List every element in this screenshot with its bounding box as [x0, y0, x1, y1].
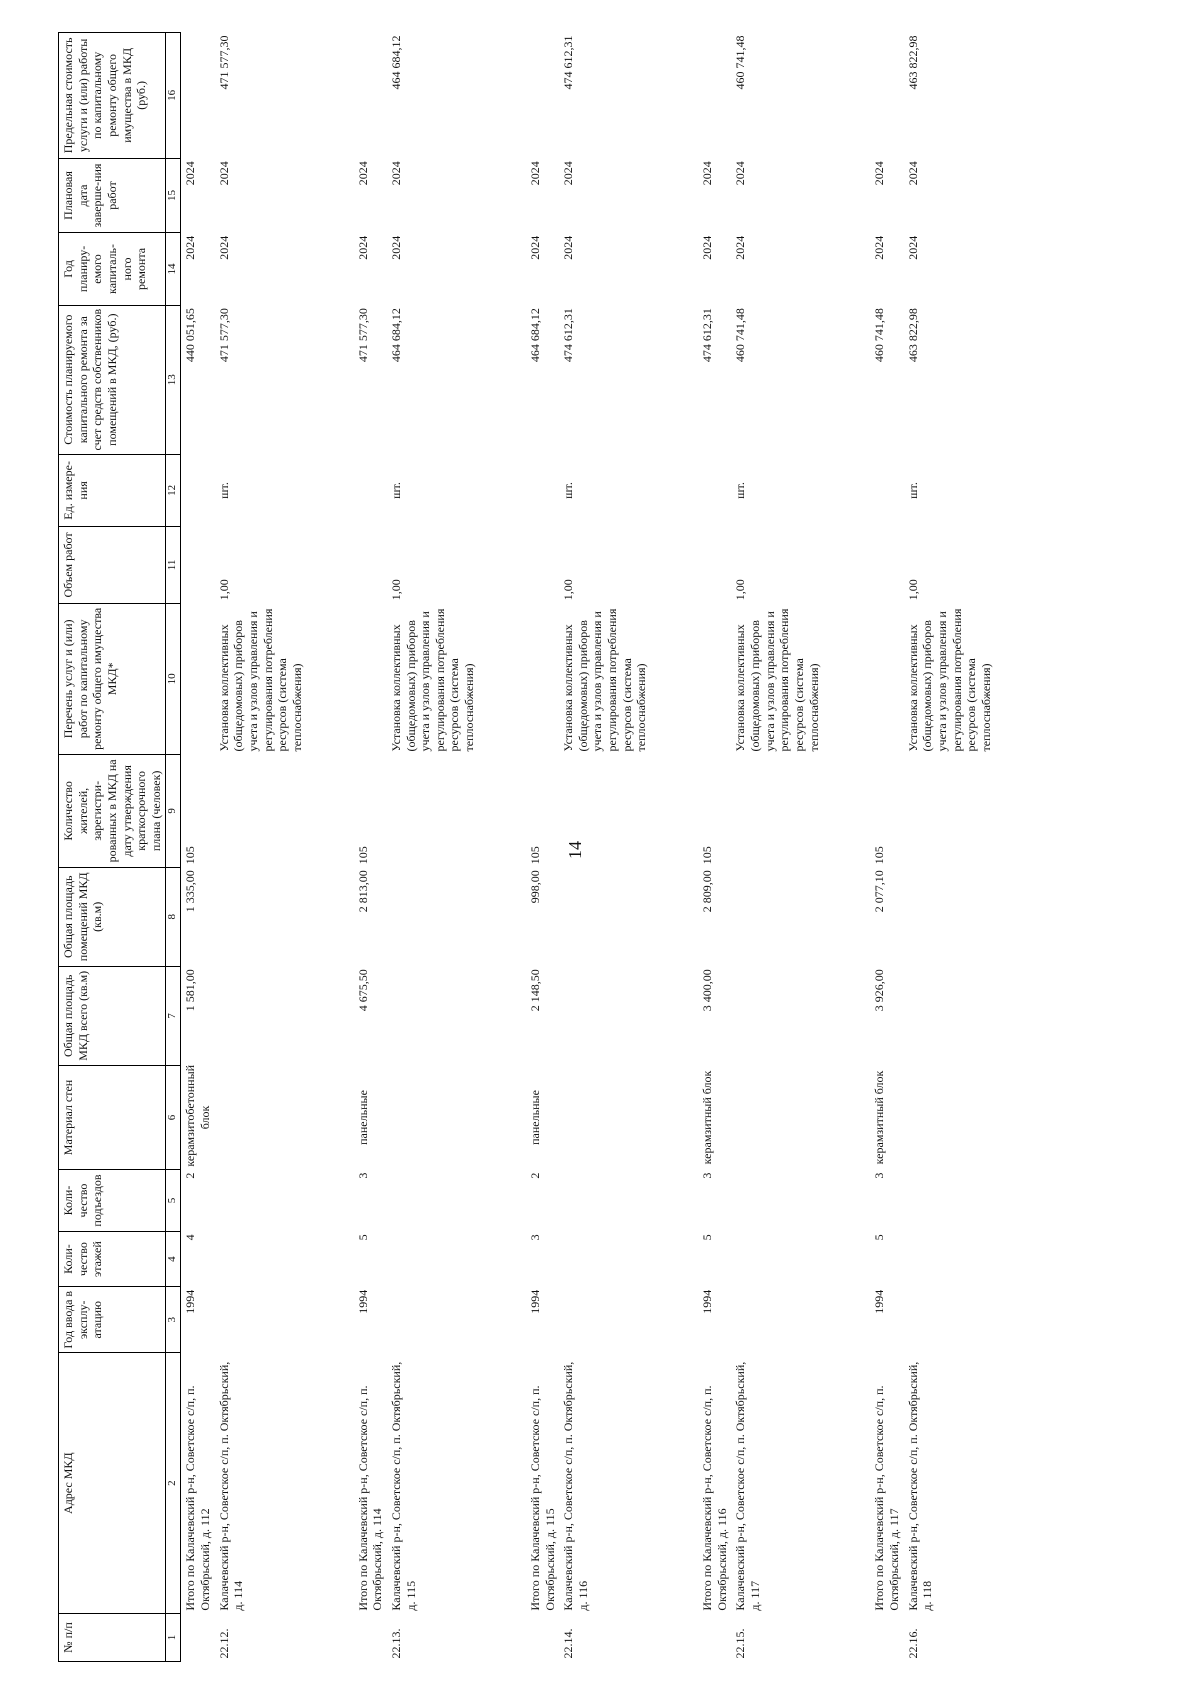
cell-area-total: 4 675,50: [355, 969, 370, 1012]
cell-cost: 460 741,48: [872, 308, 887, 363]
column-number: 15: [166, 158, 181, 233]
cell-area-rooms: [904, 867, 1043, 966]
cell-area-rooms: 2 077,10: [872, 870, 887, 913]
cell-end-date: 2024: [216, 161, 231, 186]
cell-area-total: 3 400,00: [700, 969, 715, 1012]
column-header: Плановая дата заверше-ния работ: [59, 158, 166, 233]
cell-works: [354, 603, 387, 754]
cell-num: 22.12.: [216, 1628, 231, 1659]
cell-residents: [559, 754, 698, 867]
cell-end-date: 2024: [183, 161, 198, 186]
rotated-table-container: [58, 32, 1200, 1662]
cell-floors: [559, 1231, 698, 1286]
cell-cost: 474 612,31: [561, 308, 576, 363]
cell-area-total: [731, 966, 870, 1065]
column-number: 14: [166, 233, 181, 305]
cell-volume: [526, 527, 559, 604]
cell-area-rooms: 998,00: [527, 870, 542, 904]
column-number-row: [166, 33, 181, 1662]
column-header: Материал стен: [59, 1065, 166, 1169]
cell-year: [731, 1287, 870, 1353]
cell-floors: 5: [355, 1234, 370, 1241]
cell-volume: 1,00: [216, 579, 231, 601]
cell-num: [354, 1614, 387, 1662]
cell-material: керамзитобетонный блок: [183, 1064, 212, 1167]
cell-residents: [215, 754, 354, 867]
cell-cost: 464 684,12: [527, 308, 542, 363]
column-header: Общая площадь помещений МКД (кв.м): [59, 867, 166, 966]
header-row: [59, 33, 166, 1662]
cell-area-rooms: [559, 867, 698, 966]
table-row-total: [354, 33, 387, 1662]
cell-address: Калачевский р-н, Советское с/п, п. Октябрьский, д. 114: [216, 1361, 246, 1611]
cell-works: Установка коллективных (общедомовых) приборов учета и узлов управления и регулирования потребления ресурсов (система теплоснабжения): [216, 608, 304, 752]
cell-works: Установка коллективных (общедомовых) приборов учета и узлов управления и регулирования потребления ресурсов (система теплоснабжения): [905, 608, 993, 752]
cell-material: [731, 1065, 870, 1169]
column-number: 1: [166, 1614, 181, 1662]
cell-entrances: [215, 1170, 354, 1232]
cell-year: [215, 1287, 354, 1353]
cell-year: 1994: [527, 1289, 542, 1314]
column-number: 4: [166, 1231, 181, 1286]
cell-unit: [698, 454, 731, 526]
cell-end-date: 2024: [388, 161, 403, 186]
cell-area-total: [559, 966, 698, 1065]
cell-plan-year: 2024: [216, 235, 231, 260]
cell-year: [387, 1287, 526, 1353]
column-number: 10: [166, 603, 181, 754]
cell-cost: 474 612,31: [700, 308, 715, 363]
cell-volume: [354, 527, 387, 604]
cell-unit: шт.: [733, 482, 748, 499]
cell-entrances: [559, 1170, 698, 1232]
column-number: 8: [166, 867, 181, 966]
cell-entrances: 2: [183, 1172, 198, 1179]
capital-repair-table: [58, 32, 1043, 1662]
cell-plan-year: 2024: [388, 235, 403, 260]
cell-plan-year: 2024: [561, 235, 576, 260]
cell-max-cost: [698, 33, 731, 159]
cell-area-total: 3 926,00: [872, 969, 887, 1012]
column-number: 13: [166, 305, 181, 454]
page-number: 14: [565, 841, 585, 859]
table-row-item: [215, 33, 354, 1662]
cell-year: [904, 1287, 1043, 1353]
column-header: Общая площадь МКД всего (кв.м): [59, 966, 166, 1065]
cell-entrances: 3: [700, 1172, 715, 1179]
cell-plan-year: 2024: [872, 235, 887, 260]
cell-area-rooms: 2 809,00: [700, 870, 715, 913]
cell-end-date: 2024: [872, 161, 887, 186]
cell-volume: [870, 527, 903, 604]
cell-year: [559, 1287, 698, 1353]
cell-residents: 105: [183, 846, 198, 865]
cell-cost: 471 577,30: [216, 308, 231, 363]
cell-area-total: [904, 966, 1043, 1065]
column-header: Адрес МКД: [59, 1353, 166, 1614]
cell-material: керамзитный блок: [872, 1070, 887, 1165]
cell-num: [698, 1614, 731, 1662]
column-header: Коли-чество подъездов: [59, 1170, 166, 1232]
column-number: 5: [166, 1170, 181, 1232]
cell-year: 1994: [355, 1289, 370, 1314]
cell-works: Установка коллективных (общедомовых) приборов учета и узлов управления и регулирования потребления ресурсов (система теплоснабжения): [561, 608, 649, 752]
cell-max-cost: [526, 33, 559, 159]
cell-material: керамзитный блок: [700, 1070, 715, 1165]
cell-year: 1994: [872, 1289, 887, 1314]
cell-works: Установка коллективных (общедомовых) приборов учета и узлов управления и регулирования потребления ресурсов (система теплоснабжения): [733, 608, 821, 752]
cell-unit: [526, 454, 559, 526]
cell-residents: 105: [527, 846, 542, 865]
cell-end-date: 2024: [733, 161, 748, 186]
cell-works: Установка коллективных (общедомовых) приборов учета и узлов управления и регулирования потребления ресурсов (система теплоснабжения): [388, 608, 476, 752]
cell-works: [870, 603, 903, 754]
cell-works: [698, 603, 731, 754]
column-header: Коли-чество этажей: [59, 1231, 166, 1286]
cell-num: [526, 1614, 559, 1662]
cell-volume: 1,00: [905, 579, 920, 601]
cell-unit: шт.: [216, 482, 231, 499]
cell-address: Итого по Калачевский р-н, Советское с/п, п. Октябрьский, д. 116: [700, 1385, 729, 1611]
cell-volume: 1,00: [733, 579, 748, 601]
cell-residents: [904, 754, 1043, 867]
cell-cost: 463 822,98: [905, 308, 920, 363]
cell-unit: [870, 454, 903, 526]
table-header: [59, 33, 181, 1662]
table-row-item: [387, 33, 526, 1662]
cell-material: [215, 1065, 354, 1169]
cell-unit: [354, 454, 387, 526]
column-header: Объем работ: [59, 527, 166, 604]
cell-entrances: [904, 1170, 1043, 1232]
table-row-item: [731, 33, 870, 1662]
cell-max-cost: [181, 33, 215, 159]
cell-max-cost: 474 612,31: [561, 35, 576, 90]
cell-max-cost: 471 577,30: [216, 35, 231, 90]
table-row-total: [181, 33, 215, 1662]
cell-floors: [904, 1231, 1043, 1286]
cell-area-total: [387, 966, 526, 1065]
cell-material: [387, 1065, 526, 1169]
column-header: Перечень услуг и (или) работ по капитальному ремонту общего имущества МКД*: [59, 603, 166, 754]
cell-entrances: 2: [527, 1172, 542, 1179]
cell-end-date: 2024: [561, 161, 576, 186]
column-header: № п/п: [59, 1614, 166, 1662]
cell-num: 22.16.: [905, 1628, 920, 1659]
cell-year: 1994: [700, 1289, 715, 1314]
cell-floors: 5: [700, 1234, 715, 1241]
table-row-item: [559, 33, 698, 1662]
cell-volume: 1,00: [561, 579, 576, 601]
cell-residents: 105: [355, 846, 370, 865]
cell-entrances: [387, 1170, 526, 1232]
cell-plan-year: 2024: [527, 235, 542, 260]
cell-residents: [387, 754, 526, 867]
cell-area-rooms: [731, 867, 870, 966]
cell-end-date: 2024: [355, 161, 370, 186]
cell-max-cost: 463 822,98: [905, 35, 920, 90]
cell-plan-year: 2024: [355, 235, 370, 260]
cell-year: 1994: [183, 1289, 198, 1314]
column-header: Год ввода в эксплу-атацию: [59, 1287, 166, 1353]
table-row-total: [526, 33, 559, 1662]
cell-cost: 460 741,48: [733, 308, 748, 363]
column-header: Стоимость планируемого капитального ремонта за счет средств собственников помещений в МКД, (руб.): [59, 305, 166, 454]
cell-end-date: 2024: [905, 161, 920, 186]
column-header: Ед. измере-ния: [59, 454, 166, 526]
cell-entrances: [731, 1170, 870, 1232]
cell-plan-year: 2024: [905, 235, 920, 260]
column-number: 6: [166, 1065, 181, 1169]
column-header: Количество жителей, зарегистри-рованных в МКД на дату утверждения краткосрочного плана (человек): [59, 754, 166, 867]
cell-cost: 440 051,65: [183, 308, 198, 363]
column-number: 12: [166, 454, 181, 526]
column-number: 2: [166, 1353, 181, 1614]
cell-end-date: 2024: [700, 161, 715, 186]
cell-unit: шт.: [388, 482, 403, 499]
column-header: Предельная стоимость услуги и (или) работы по капитальному ремонту общего имущества в МКД (руб.): [59, 33, 166, 159]
cell-max-cost: [870, 33, 903, 159]
cell-area-rooms: 2 813,00: [355, 870, 370, 913]
cell-material: [904, 1065, 1043, 1169]
cell-cost: 464 684,12: [388, 308, 403, 363]
cell-max-cost: 460 741,48: [733, 35, 748, 90]
cell-volume: 1,00: [388, 579, 403, 601]
cell-floors: [731, 1231, 870, 1286]
cell-material: панельные: [527, 1090, 542, 1145]
cell-area-rooms: [215, 867, 354, 966]
cell-residents: 105: [872, 846, 887, 865]
cell-works: [181, 603, 215, 754]
cell-num: [870, 1614, 903, 1662]
column-header: Год планиру-емого капиталь-ного ремонта: [59, 233, 166, 305]
cell-unit: шт.: [905, 482, 920, 499]
cell-num: 22.13.: [388, 1628, 403, 1659]
cell-area-rooms: [387, 867, 526, 966]
cell-address: Итого по Калачевский р-н, Советское с/п, п. Октябрьский, д. 114: [355, 1385, 385, 1611]
cell-max-cost: [354, 33, 387, 159]
cell-area-rooms: 1 335,00: [183, 870, 198, 913]
column-number: 16: [166, 33, 181, 159]
cell-floors: 3: [527, 1234, 542, 1241]
column-number: 9: [166, 754, 181, 867]
cell-material: панельные: [355, 1090, 370, 1145]
cell-entrances: 3: [872, 1172, 887, 1179]
column-number: 11: [166, 527, 181, 604]
cell-entrances: 3: [355, 1172, 370, 1179]
cell-address: Калачевский р-н, Советское с/п, п. Октябрьский, д. 118: [905, 1361, 935, 1611]
cell-plan-year: 2024: [183, 235, 198, 260]
table-row-total: [870, 33, 903, 1662]
cell-num: [181, 1614, 215, 1662]
cell-area-total: 2 148,50: [527, 969, 542, 1012]
cell-num: 22.15.: [733, 1628, 748, 1659]
cell-volume: [181, 527, 215, 604]
cell-floors: 5: [872, 1234, 887, 1241]
table-row-total: [698, 33, 731, 1662]
table-body: [181, 33, 1043, 1662]
cell-address: Итого по Калачевский р-н, Советское с/п, п. Октябрьский, д. 115: [527, 1385, 557, 1611]
cell-address: Итого по Калачевский р-н, Советское с/п, п. Октябрьский, д. 117: [872, 1385, 901, 1611]
cell-max-cost: 464 684,12: [388, 35, 403, 90]
cell-works: [526, 603, 559, 754]
cell-cost: 471 577,30: [355, 308, 370, 363]
cell-num: 22.14.: [561, 1628, 576, 1659]
cell-area-total: [215, 966, 354, 1065]
column-number: 7: [166, 966, 181, 1065]
cell-volume: [698, 527, 731, 604]
cell-residents: 105: [700, 846, 715, 865]
cell-address: Калачевский р-н, Советское с/п, п. Октябрьский, д. 116: [561, 1361, 590, 1611]
cell-residents: [731, 754, 870, 867]
table-row-item: [904, 33, 1043, 1662]
cell-area-total: 1 581,00: [183, 969, 198, 1012]
cell-floors: 4: [183, 1234, 198, 1241]
cell-floors: [387, 1231, 526, 1286]
cell-unit: шт.: [561, 482, 576, 499]
cell-address: Калачевский р-н, Советское с/п, п. Октябрьский, д. 117: [733, 1361, 762, 1611]
cell-plan-year: 2024: [700, 235, 715, 260]
cell-material: [559, 1065, 698, 1169]
cell-address: Калачевский р-н, Советское с/п, п. Октябрьский, д. 115: [388, 1361, 418, 1611]
cell-plan-year: 2024: [733, 235, 748, 260]
cell-unit: [181, 454, 215, 526]
cell-floors: [215, 1231, 354, 1286]
column-number: 3: [166, 1287, 181, 1353]
cell-address: Итого по Калачевский р-н, Советское с/п, п. Октябрьский, д. 112: [183, 1385, 212, 1611]
cell-end-date: 2024: [527, 161, 542, 186]
